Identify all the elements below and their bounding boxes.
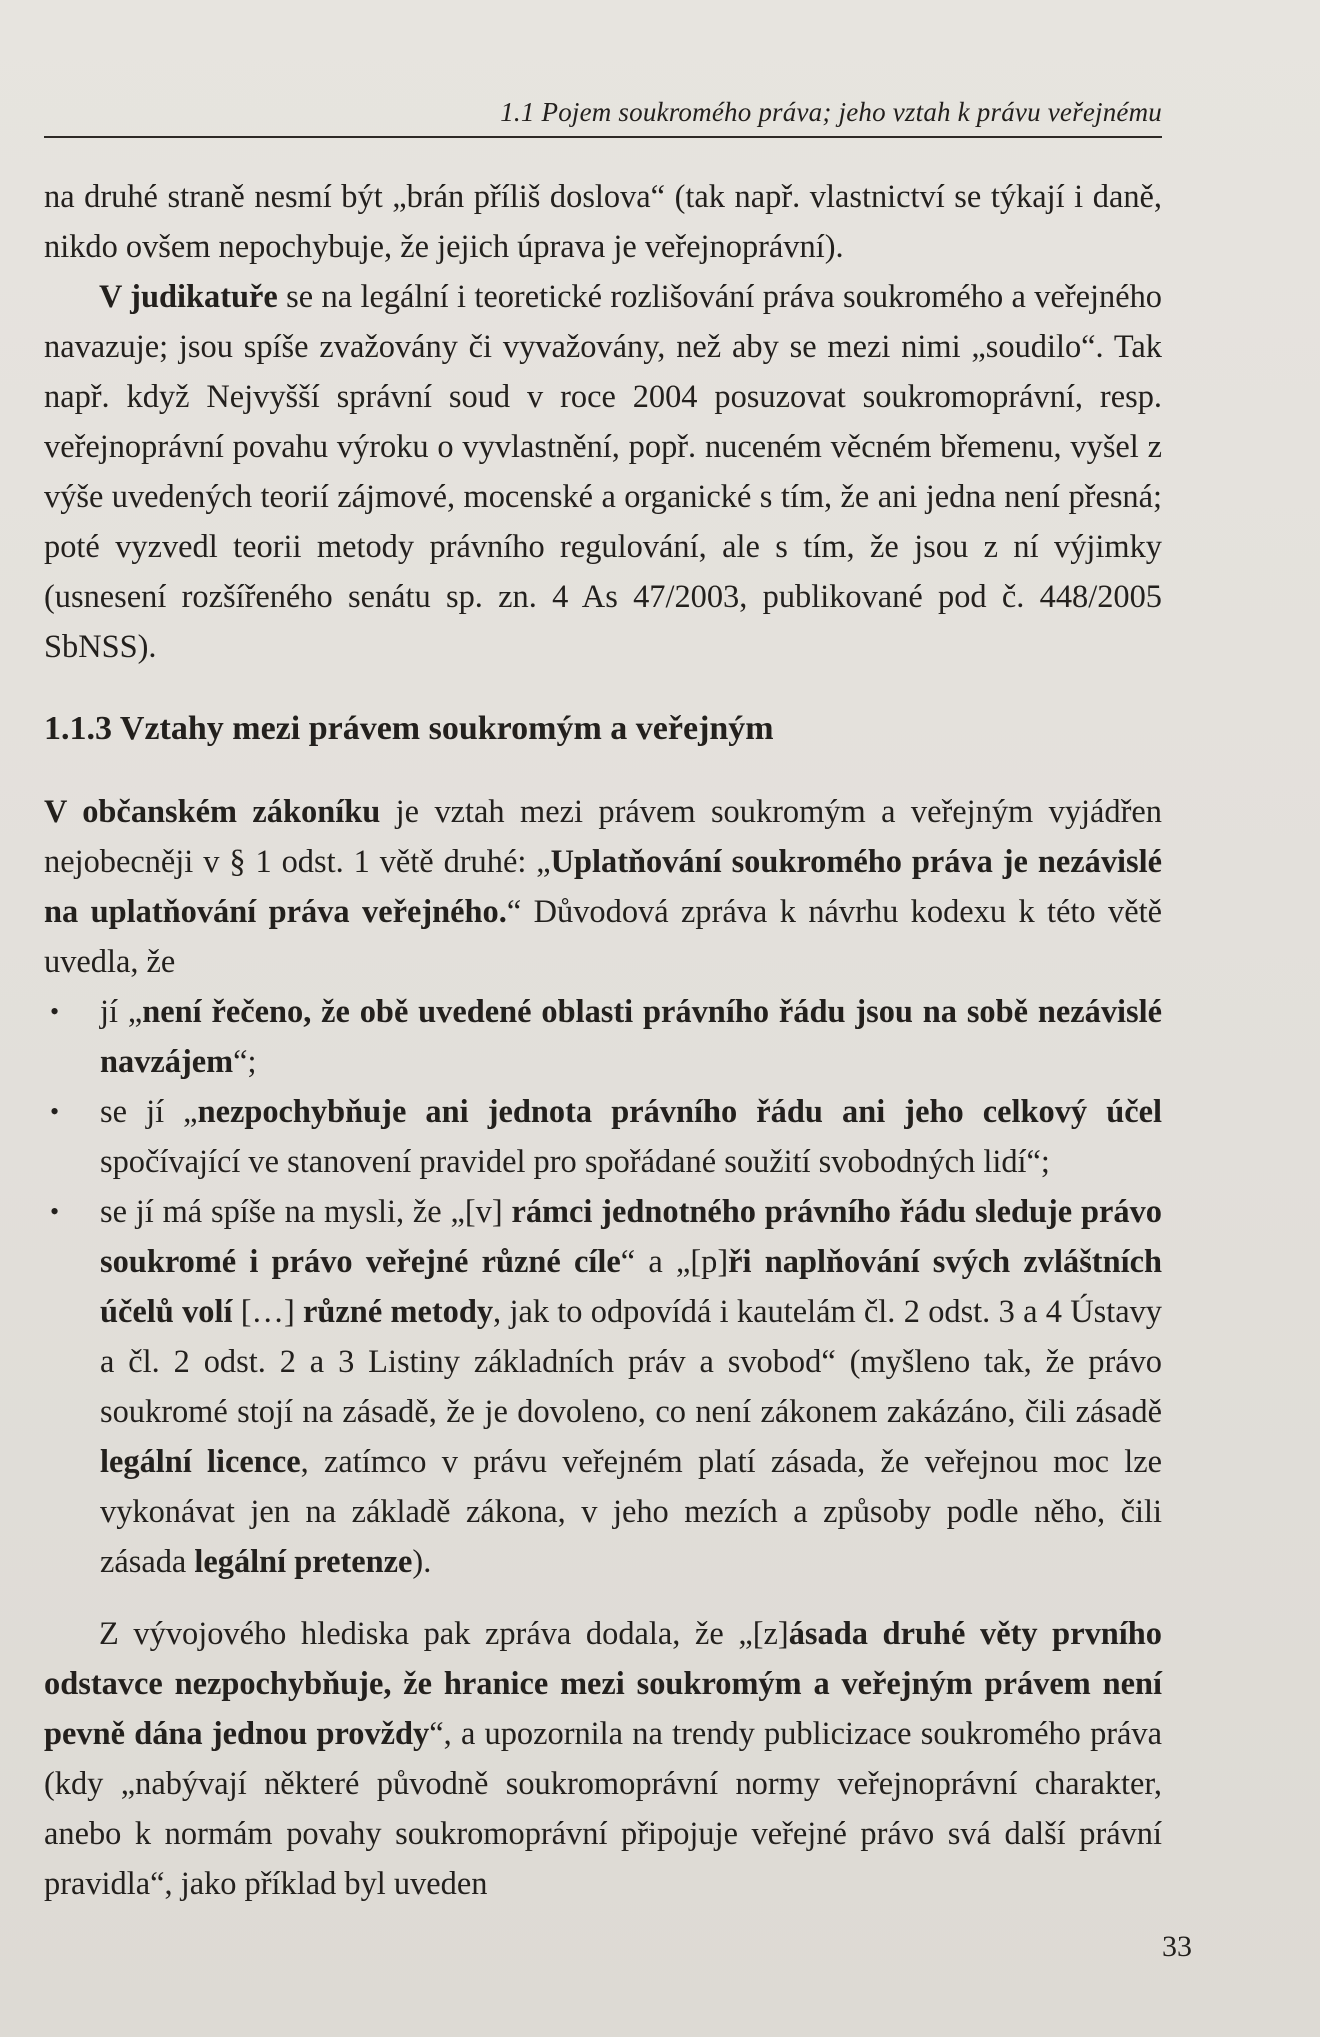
paragraph-3 <box>44 787 1162 987</box>
running-head: 1.1 Pojem soukromého práva; jeho vztah k právu veřejnému <box>44 96 1162 138</box>
paragraph-2-emphasis: V judikatuře <box>99 279 278 315</box>
paragraph-2-text: se na legální i teoretické rozlišování práva soukromého a veřejného navazuje; jsou spíše zvažovány či vyvažovány, než aby se mezi nimi „soudilo“. Tak např. když Nejvyšší správní soud v roce 2004 posuzovat soukromoprávní, resp. veřejnoprávní povahu výroku o vyvlastnění, popř. nuceném věcném břemenu, vyšel z výše uvedených teorií zájmové, mocenské a organické s tím, že ani jedna není přesná; poté vyzvedl teorii metody právního regulování, ale s tím, že jsou z ní výjimky (usnesení rozšířeného senátu sp. zn. 4 As 47/2003, publikované pod č. 448/2005 SbNSS). <box>44 279 1162 665</box>
bullet-3-emphasis-2: ři naplňování svých zvláštních účelů volí <box>100 1244 1162 1330</box>
bullet-icon: • <box>50 997 60 1026</box>
paragraph-3-emphasis-1: V občanském zákoníku <box>44 794 381 830</box>
bullet-3-text-5: , zatímco v právu veřejném platí zásada, že veřejnou moc lze vykonávat jen na základě zákona, v jeho mezích a způsoby podle něho, čili zásada <box>100 1444 1162 1580</box>
bullet-3-emphasis-3: různé metody <box>303 1294 494 1330</box>
bullet-item-3 <box>44 1187 1162 1587</box>
paragraph-4-text-2: “, a upozornila na trendy publicizace soukromého práva (kdy „nabývají některé původně soukromoprávní normy veřejnoprávní charakter, anebo k normám povahy soukromoprávní připojuje veřejné právo svá další právní pravidla“, jako příklad byl uveden <box>44 1716 1163 1902</box>
bullet-3-text-4: , jak to odpovídá i kautelám čl. 2 odst. 3 a 4 Ústavy a čl. 2 odst. 2 a 3 Listiny základních práv a svobod“ (myšleno tak, že právo soukromé stojí na zásadě, že je dovoleno, co není zákonem zakázáno, čili zásadě <box>100 1294 1162 1430</box>
paragraph-3-text-1: je vztah mezi právem soukromým a veřejným vyjádřen nejobecněji v § 1 odst. 1 větě druhé: „ <box>44 794 1162 880</box>
bullet-3-text-3: […] <box>232 1294 304 1330</box>
bullet-3-text-2: “ a „[p] <box>620 1244 729 1280</box>
bullet-3-text-6: ). <box>412 1544 432 1580</box>
bullet-1-text-1: jí „ <box>100 994 143 1030</box>
bullet-1-text-2: “; <box>233 1044 257 1080</box>
bullet-2-text-2: spočívající ve stanovení pravidel pro spořádané soužití svobodných lidí“; <box>100 1144 1050 1180</box>
bullet-3-emphasis-1: rámci jednotného právního řádu sleduje právo soukromé i právo veřejné různé cíle <box>100 1194 1162 1280</box>
bullet-item-2 <box>44 1087 1162 1187</box>
paragraph-3-text-2: “ Důvodová zpráva k návrhu kodexu k této větě uvedla, že <box>44 894 1162 980</box>
page-number: 33 <box>1162 1930 1192 1963</box>
bullet-1-emphasis-1: není řečeno, že obě uvedené oblasti právního řádu jsou na sobě nezávislé navzájem <box>100 994 1162 1080</box>
bullet-icon: • <box>50 1197 60 1226</box>
paragraph-1 <box>44 172 1162 272</box>
paragraph-4-emphasis-1: ásada druhé věty prvního odstavce nezpochybňuje, že hranice mezi soukromým a veřejným právem není pevně dána jednou provždy <box>44 1616 1162 1752</box>
bullet-2-text-1: se jí „ <box>100 1094 198 1130</box>
page-body <box>44 172 1162 1909</box>
paragraph-2 <box>44 272 1162 672</box>
paragraph-3-emphasis-2: Uplatňování soukromého práva je nezávislé na uplatňování práva veřejného. <box>44 844 1162 930</box>
bullet-3-text-1: se jí má spíše na mysli, že „[v] <box>100 1194 512 1230</box>
bullet-3-emphasis-5: legální pretenze <box>194 1544 413 1580</box>
paragraph-1-text: na druhé straně nesmí být „brán příliš doslova“ (tak např. vlastnictví se týkají i daně, nikdo ovšem nepochybuje, že jejich úprava je veřejnoprávní). <box>44 179 1162 265</box>
bullet-2-emphasis-1: nezpochybňuje ani jednota právního řádu ani jeho celkový účel <box>197 1094 1162 1130</box>
paragraph-4-text-1: Z vývojového hlediska pak zpráva dodala, že „[z] <box>99 1616 789 1652</box>
paragraph-4 <box>44 1609 1162 1909</box>
bullet-list <box>44 987 1162 1587</box>
bullet-3-emphasis-4: legální licence <box>100 1444 301 1480</box>
section-heading: 1.1.3 Vztahy mezi právem soukromým a veřejným <box>44 710 774 747</box>
bullet-item-1 <box>44 987 1162 1087</box>
bullet-icon: • <box>50 1097 60 1126</box>
